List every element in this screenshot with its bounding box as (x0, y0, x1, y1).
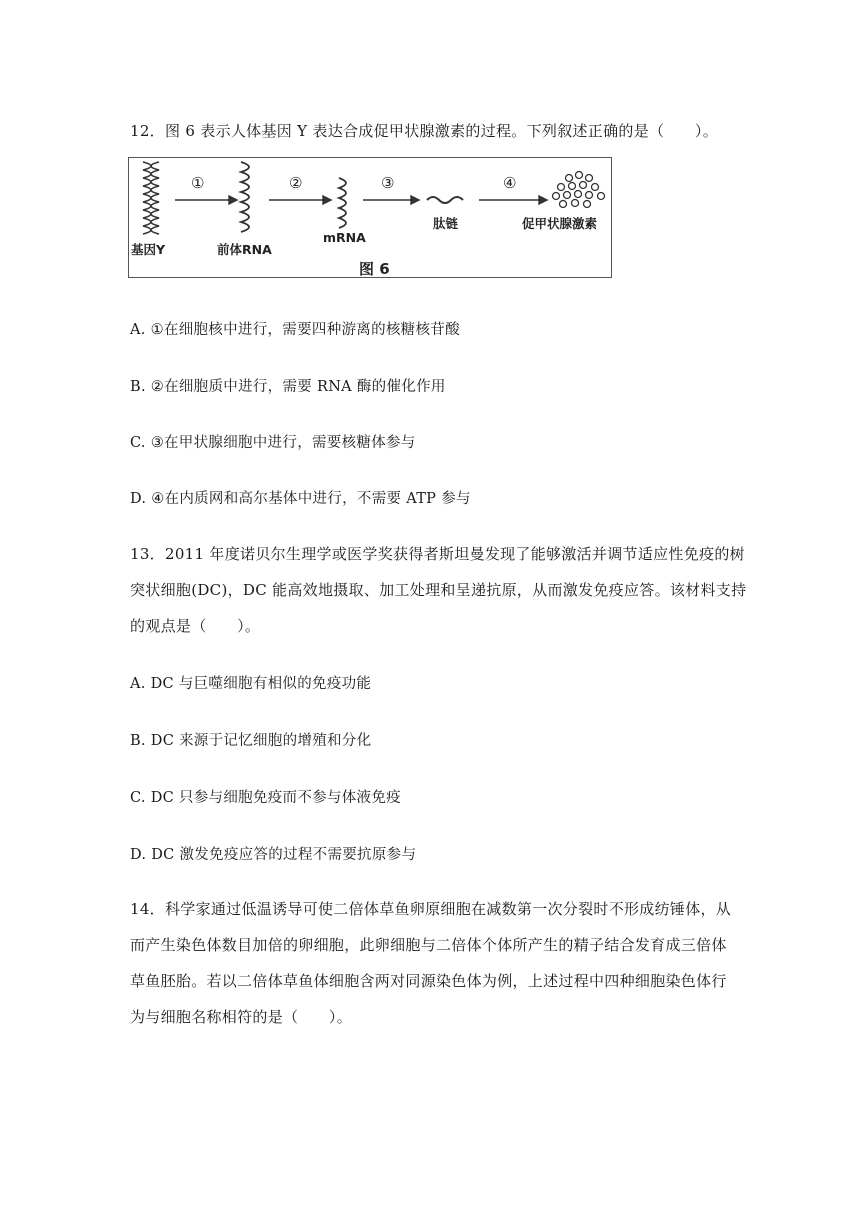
q12-option-c: C. ③在甲状腺细胞中进行，需要核糖体参与 (130, 435, 416, 451)
step-2-label: ② (289, 174, 303, 192)
q12-stem: 12．图 6 表示人体基因 Y 表达合成促甲状腺激素的过程。下列叙述正确的是（ ）。 (130, 122, 719, 140)
label-peptide: 肽链 (433, 216, 459, 231)
arrow-3 (363, 196, 419, 204)
q12-option-a: A. ①在细胞核中进行，需要四种游离的核糖核苷酸 (130, 322, 460, 338)
hormone-molecules (553, 172, 605, 208)
q13-option-c: C. DC 只参与细胞免疫而不参与体液免疫 (130, 790, 401, 806)
q13-stem-line-3: 的观点是（ ）。 (130, 617, 261, 635)
arrow-2 (269, 196, 331, 204)
step-3-label: ③ (381, 174, 395, 192)
figure-caption: 图 6 (359, 260, 390, 278)
arrow-4 (479, 196, 547, 204)
q13-option-d: D. DC 激发免疫应答的过程不需要抗原参与 (130, 847, 417, 863)
q14-stem-line-3: 草鱼胚胎。若以二倍体草鱼体细胞含两对同源染色体为例，上述过程中四种细胞染色体行 (130, 972, 727, 990)
q14-stem-line-1: 14．科学家通过低温诱导可使二倍体草鱼卵原细胞在减数第一次分裂时不形成纺锤体，从 (130, 900, 732, 918)
q13-stem-line-1: 13．2011 年度诺贝尔生理学或医学奖获得者斯坦曼发现了能够激活并调节适应性免疫的树 (130, 545, 745, 563)
q12-option-b: B. ②在细胞质中进行，需要 RNA 酶的催化作用 (130, 379, 446, 395)
label-mrna: mRNA (323, 230, 366, 245)
step-4-label: ④ (503, 174, 517, 192)
q14-stem-line-2: 而产生染色体数目加倍的卵细胞，此卵细胞与二倍体个体所产生的精子结合发育成三倍体 (130, 936, 727, 954)
q13-option-b: B. DC 来源于记忆细胞的增殖和分化 (130, 733, 372, 749)
q14-stem-line-4: 为与细胞名称相符的是（ ）。 (130, 1008, 353, 1026)
label-gene-y: 基因Y (131, 242, 166, 257)
q13-option-a: A. DC 与巨噬细胞有相似的免疫功能 (130, 676, 372, 692)
step-1-label: ① (191, 174, 205, 192)
figure-gene-expression (128, 157, 612, 278)
label-hormone: 促甲状腺激素 (522, 216, 598, 231)
peptide-chain (427, 197, 463, 203)
q13-stem-line-2: 突状细胞(DC)，DC 能高效地摄取、加工处理和呈递抗原，从而激发免疫应答。该材料支持 (130, 581, 747, 599)
mrna-strand (339, 178, 346, 228)
arrow-1 (175, 196, 237, 204)
precursor-rna-strand (241, 162, 249, 232)
q12-option-d: D. ④在内质网和高尔基体中进行，不需要 ATP 参与 (130, 491, 471, 507)
gene-y-helix (143, 162, 159, 234)
label-precursor-rna: 前体RNA (217, 242, 272, 257)
